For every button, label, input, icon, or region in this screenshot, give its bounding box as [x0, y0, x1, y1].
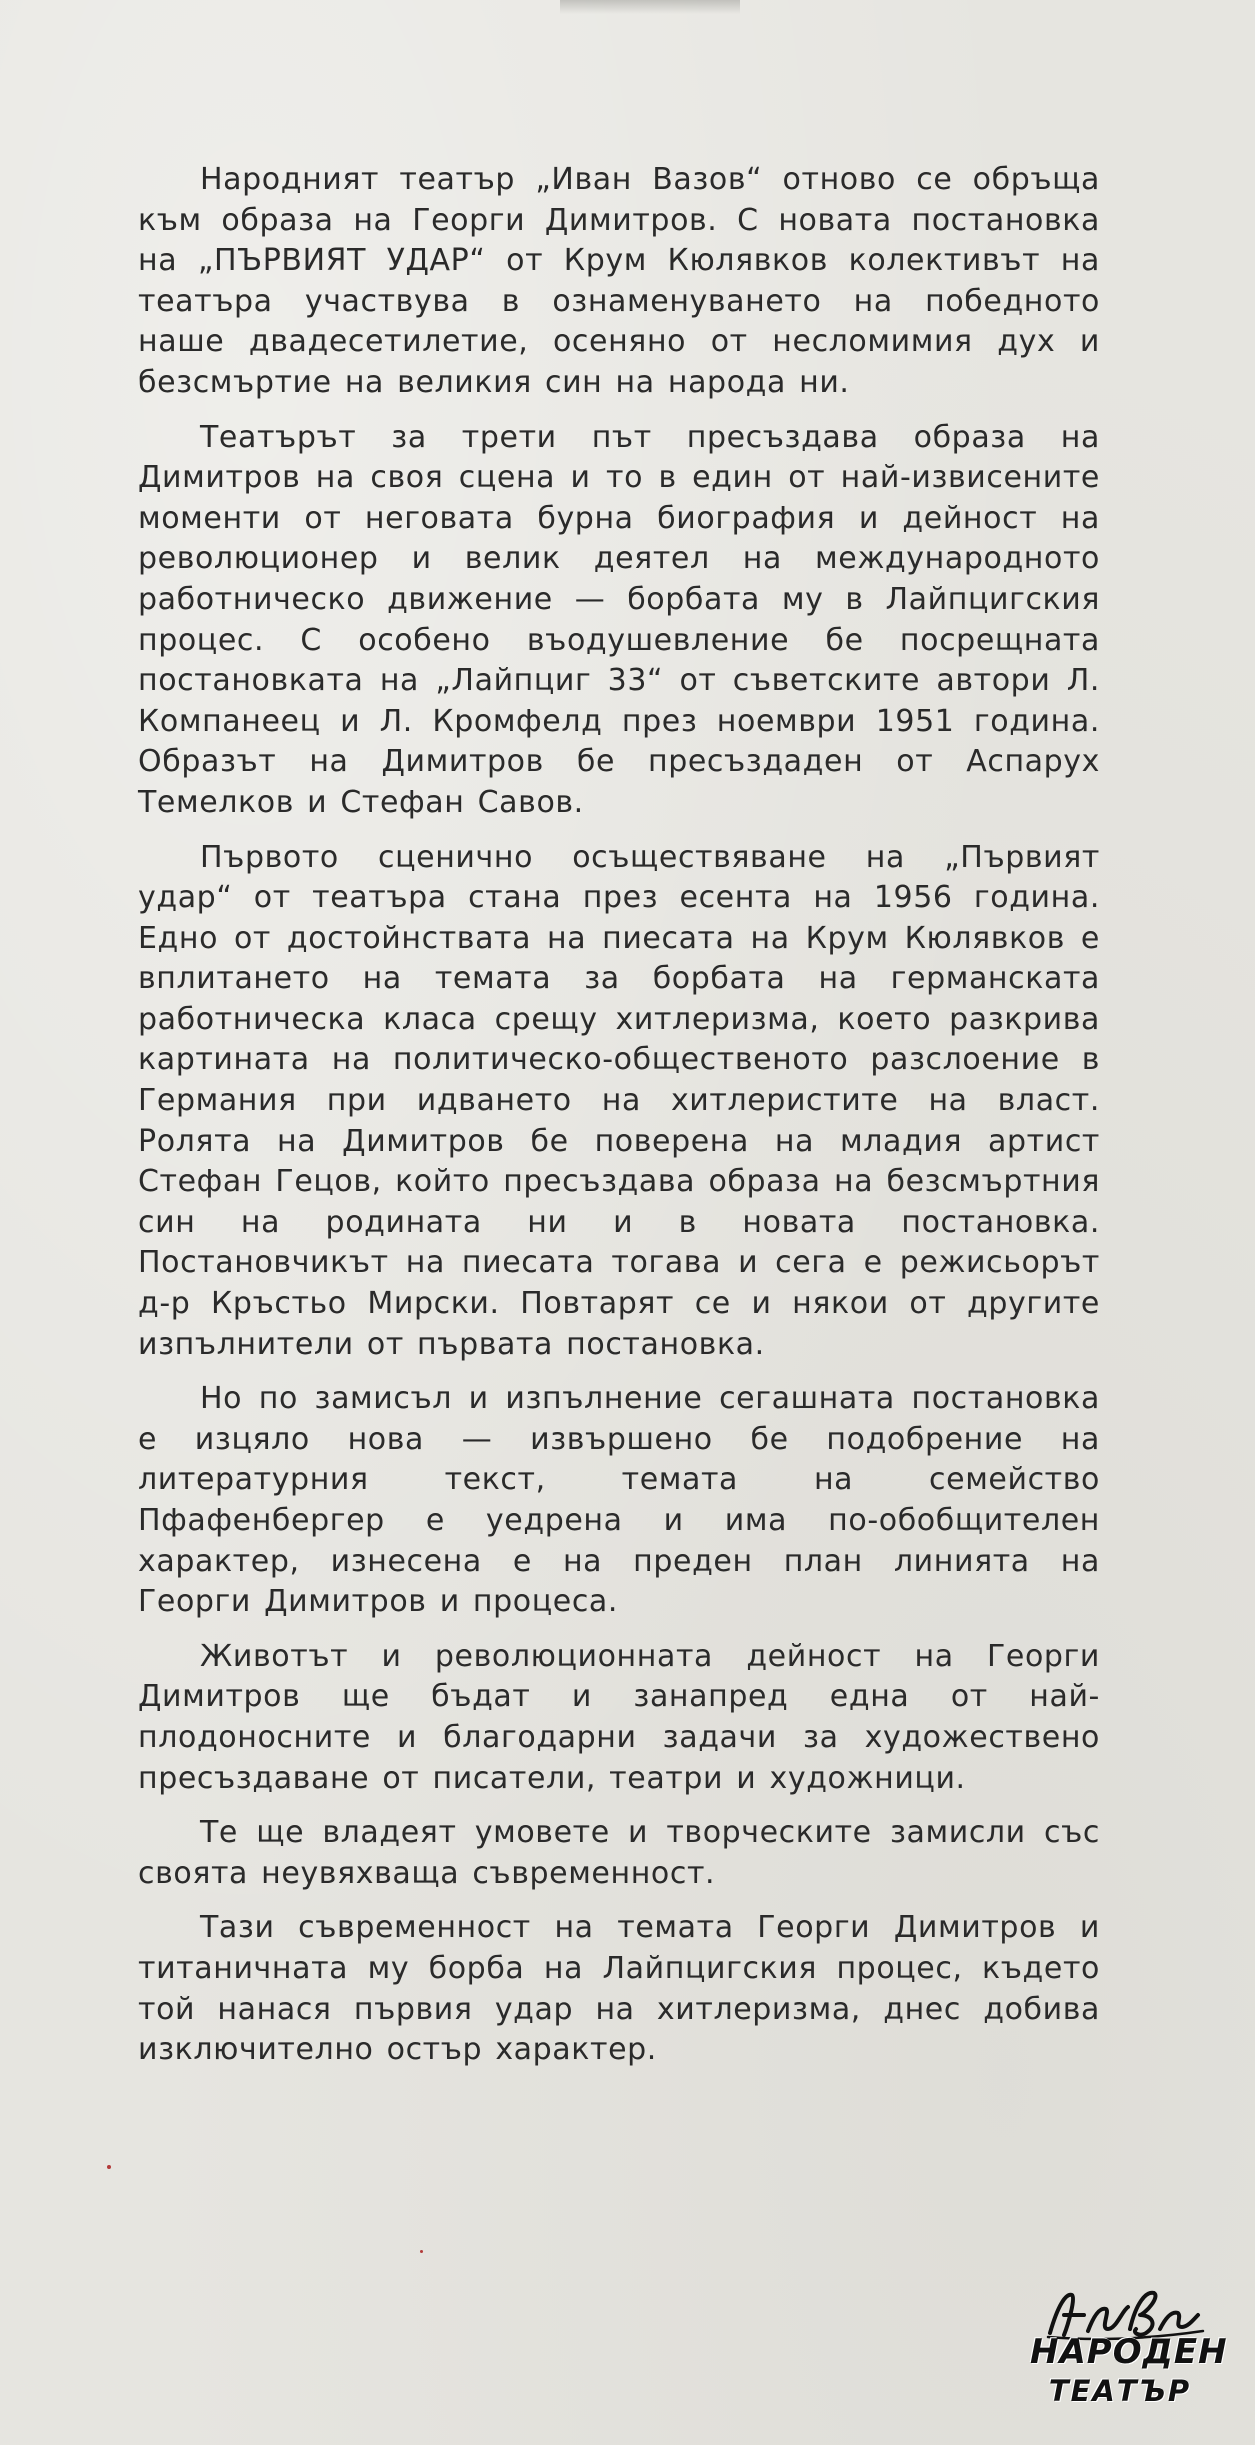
- paragraph-2: Театърът за трети път пресъздава образа на Димитров на своя сцена и то в един от най-извисените моменти от неговата бурна биография и дейност на революционер и велик деятел на международното работническо движение — борбата му в Лайпцигския процес. С особено въодушевление бе посрещната постановката на „Лайпциг 33“ от съветските автори Л. Компанеец и Л. Кромфелд през ноември 1951 година. Образът на Димитров бе пресъздаден от Аспарух Темелков и Стефан Савов.: [138, 419, 1100, 820]
- article-body: [138, 160, 1100, 2085]
- paragraph-4: Но по замисъл и изпълнение сегашната постановка е изцяло нова — извършено бе подобрение на литературния текст, темата на семейство Пфафенбергер е уедрена и има по-обобщителен характер, изнесена е на преден план линията на Георги Димитров и процеса.: [138, 1381, 1100, 1620]
- scan-shadow: [560, 0, 740, 14]
- paragraph-1: Народният театър „Иван Вазов“ отново се обръща към образа на Георги Димитров. С новата постановка на „ПЪРВИЯТ УДАР“ от Крум Кюлявков колективът на театъра участвува в ознаменуването на победното наше двадесетилетие, осеняно от несломимия дух и безсмъртие на великия син на народа ни.: [138, 162, 1100, 400]
- paragraph-5: Животът и революционната дейност на Георги Димитров ще бъдат и занапред една от най-плодоносните и благодарни задачи за художествено пресъздаване от писатели, театри и художници.: [138, 1638, 1100, 1796]
- logo-line-narodent: НАРОДЕН: [1030, 2332, 1228, 2372]
- theatre-logo: [1030, 2285, 1228, 2415]
- logo-line-teatar: ТЕАТЪР: [1048, 2374, 1192, 2408]
- paper-speck: [420, 2250, 423, 2253]
- paragraph-7: Тази съвременност на темата Георги Димитров и титаничната му борба на Лайпцигския процес, където той нанася първия удар на хитлеризма, днес добива изключително остър характер.: [138, 1910, 1100, 2068]
- paragraph-6: Те ще владеят умовете и творческите замисли със своята неувяхваща съвременност.: [138, 1815, 1100, 1891]
- paragraph-3: Първото сценично осъществяване на „Първият удар“ от театъра стана през есента на 1956 година. Едно от достойнствата на пиесата на Крум Кюлявков е вплитането на темата за борбата на германската работническа класа срещу хитлеризма, което разкрива картината на политическо-общественото разслоение в Германия при идването на хитлеристите на власт. Ролята на Димитров бе поверена на младия артист Стефан Гецов, който пресъздава образа на безсмъртния син на родината ни и в новата постановка. Постановчикът на пиесата тогава и сега е режисьорът д-р Кръстьо Мирски. Повтарят се и някои от другите изпълнители от първата постановка.: [138, 839, 1100, 1362]
- paper-speck: [107, 2165, 111, 2169]
